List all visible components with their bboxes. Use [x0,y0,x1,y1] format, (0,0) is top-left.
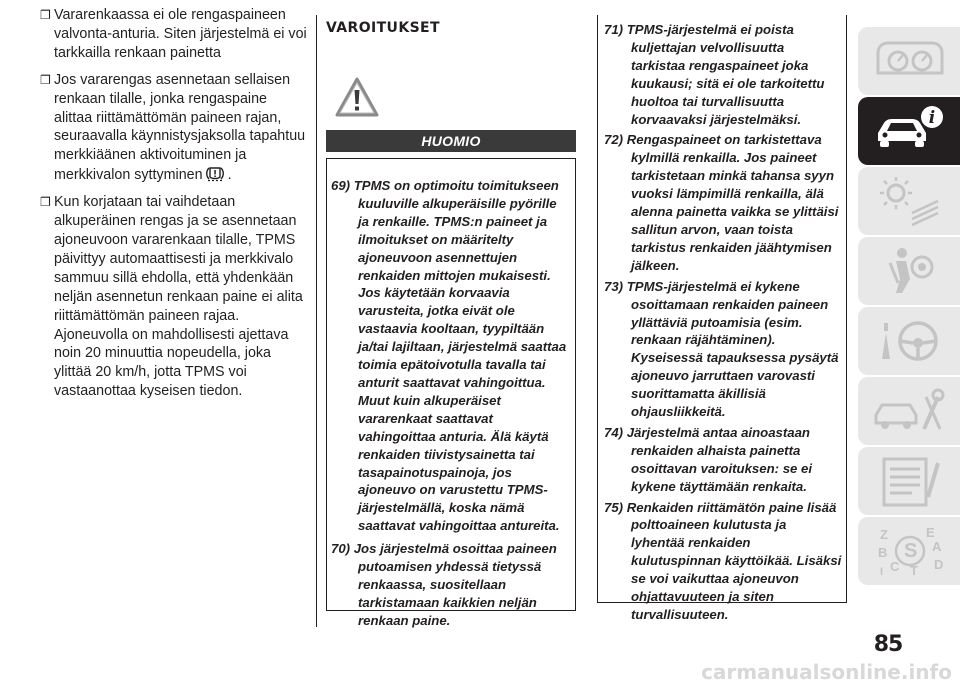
bullet-item [40,6,308,63]
bullet-text-after: . [227,167,232,184]
warnings-header [326,20,576,36]
chapter-tabs [858,27,960,587]
index-letter: A [932,539,942,554]
index-letter: B [878,545,888,560]
tab-lights[interactable] [858,167,960,235]
tab-dashboard[interactable] [858,27,960,95]
warning-note: 72) Rengaspaineet on tarkistettava kylmillä renkailla. Jos paineet tarkistetaan minkä tahansa syyn vuoksi lämpimillä renkailla, älä alenna painetta vaikka se ylittäisi sallitun arvon, vaan toista tarkistus renkaiden jäähtymisen jälkeen. [604,132,839,273]
bullet-text-before: Jos vararengas asennetaan sellaisen renkaan tilalle, jonka rengaspaine alittaa riittämättömän paineen rajan, seuraavalla käynnistysjaksolla tapahtuu merkkiäänen aktivoituminen ja merkkivalon syttyminen [54,71,306,184]
maintenance-list-icon [872,453,948,509]
index-letter: E [926,525,935,540]
info-letter: i [928,108,936,128]
warning-note: 69) TPMS on optimoitu toimitukseen kuuluville alkuperäisille pyörille ja renkaille. TPMS:n paineet ja ilmoitukset on määritelty ajoneuvoon asennettujen renkaiden mittojen mukaisesti. Jos käytetään korvaavia varusteita, jotka eivät ole vastaavia kooltaan, tyypiltään ja/tai lajiltaan, järjestelmä saattaa toimia epätoivotulla tavalla tai anturit saattavat vahingoittua. Muut kuin alkuperäiset vararenkaat saattavat vahingoittaa anturia. Älä käytä renkaiden tiivistysainetta tai tasapainotuspainoja, jos ajoneuvo on varustettu TPMS-järjestelmällä, koska nämä saattavat vahingoittaa antureita. [331,178,567,534]
checkbox-bullet-icon: ❒ [40,8,51,22]
car-info-icon [872,103,948,159]
tab-car-info[interactable] [858,97,960,165]
index-letter: T [910,563,918,578]
bullet-text [54,71,308,185]
tab-safety[interactable] [858,237,960,305]
index-letter: D [934,557,944,572]
watermark: carmanualsonline.info [701,660,952,684]
index-letter: I [880,566,884,578]
body-text-column [40,6,308,409]
index-letters-icon [872,523,948,579]
warning-triangle-icon [335,76,379,118]
warning-note: 70) Jos järjestelmä osoittaa paineen putoamisen yhdessä tietyssä renkaassa, suositellaan tarkistamaan kaikkien neljän renkaan paine. [331,541,557,628]
bullet-item [40,71,308,185]
warning-note: 73) TPMS-järjestelmä ei kykene osoittamaan renkaiden paineen yllättäviä putoamisia (esim. renkaan räjähtäminen). Kyseisessä tapauksessa pysäytä ajoneuvo jarruttaen varovasti suorittamatta äkillisiä ohjausliikkeitä. [604,278,839,420]
index-letter: C [890,559,900,574]
tab-maintenance[interactable] [858,377,960,445]
column-divider [316,15,317,627]
airbag-safety-icon [872,243,948,299]
warning-note: 75) Renkaiden riittämätön paine lisää polttoaineen kulutusta ja lyhentää renkaiden kulutuspinnan käyttöikää. Lisäksi se voi vaikuttaa ajoneuvon ohjattavuuteen ja siten turvallisuuteen. [604,499,842,622]
huomio-banner: HUOMIO [326,130,576,152]
warning-box-continued [597,15,847,622]
lights-icon [872,173,948,229]
tpms-warning-icon [205,165,225,182]
bullet-text: Vararenkaassa ei ole rengaspaineen valvonta-anturia. Siten järjestelmä ei voi tarkkailla renkaan painetta [54,7,307,61]
steering-wheel-icon [872,313,948,369]
dashboard-instruments-icon [872,33,948,89]
checkbox-bullet-icon: ❒ [40,72,51,87]
bullet-item [40,193,308,401]
index-letter: S [904,540,918,562]
warning-box [326,158,576,628]
section-title: VAROITUKSET [326,20,440,36]
tab-technical-data[interactable] [858,447,960,515]
warning-note: 71) TPMS-järjestelmä ei poista kuljettajan velvollisuutta tarkistaa rengaspaineet joka kuukausi; sitä ei ole tarkoitettu huoltoa tai turvallisuutta korvaavaksi järjestelmäksi. [604,22,825,127]
page-number: 85 [873,632,903,657]
tab-steering[interactable] [858,307,960,375]
checkbox-bullet-icon: ❒ [40,195,51,210]
tab-index[interactable] [858,517,960,585]
index-letter: Z [880,527,888,542]
car-wrench-icon [872,383,948,439]
bullet-text: Kun korjataan tai vaihdetaan alkuperäinen rengas ja se asennetaan ajoneuvoon vararenkaan tilalle, TPMS päivittyy automaattisesti ja merkkivalo sammuu sillä ehdolla, että yhdenkään neljän asennetun renkaan paine ei alita riittämättömän paineen rajaa. Ajoneuvolla on mahdollisesti ajettava noin 20 minuuttia nopeudella, joka ylittää 20 km/h, jotta TPMS voi vastaanottaa kyseisen tiedon. [54,194,303,400]
warning-note: 74) Järjestelmä antaa ainoastaan renkaiden alhaista painetta osoittavan varoituksen: se ei kykene täyttämään renkaita. [604,424,813,494]
